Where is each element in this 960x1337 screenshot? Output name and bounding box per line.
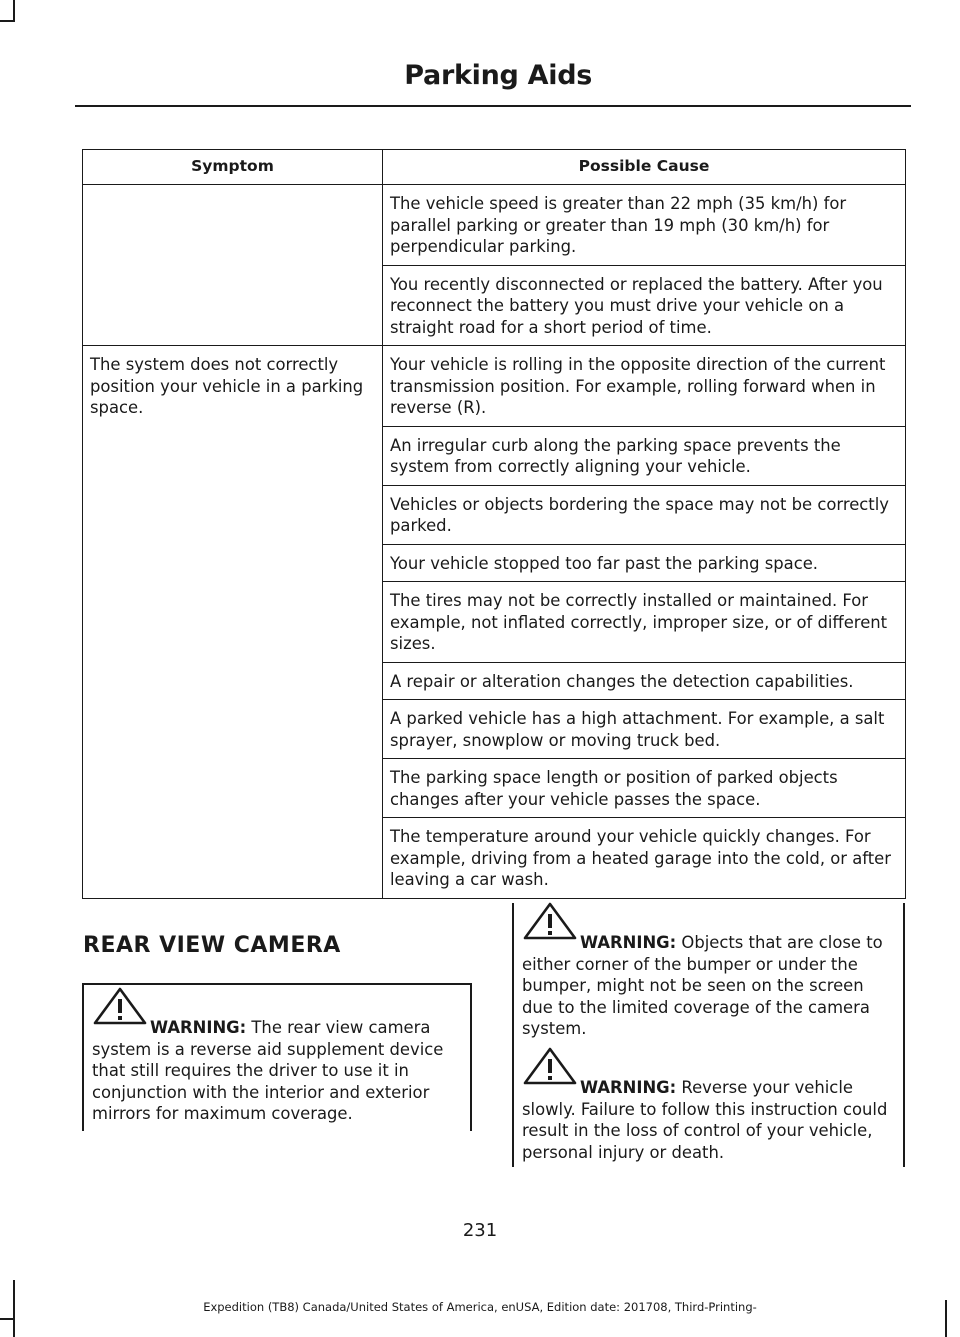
cause-cell: An irregular curb along the parking space prevents the system from correctly aligning your vehicle. [383, 426, 906, 485]
warning-label: WARNING: [580, 1077, 677, 1097]
page-number: 231 [462, 1220, 498, 1241]
symptom-cell [83, 185, 383, 346]
warning-triangle-icon [522, 1047, 578, 1085]
cause-cell: Vehicles or objects bordering the space may not be correctly parked. [383, 485, 906, 544]
warning-box [512, 903, 905, 1167]
warning-text: Reverse your vehicle slowly. Failure to follow this instruction could result in the loss of control of your vehicle, personal injury or death. [522, 1077, 888, 1162]
cause-cell: The vehicle speed is greater than 22 mph (35 km/h) for parallel parking or greater than 19 mph (30 km/h) for perpendicular parking. [383, 185, 906, 266]
warning-item [522, 932, 897, 1040]
cause-cell: The tires may not be correctly installed or maintained. For example, not inflated correctly, improper size, or of different sizes. [383, 582, 906, 663]
symptom-cause-table [82, 149, 906, 899]
table-row [83, 185, 906, 266]
warning-label: WARNING: [150, 1018, 247, 1037]
table-row [83, 346, 906, 427]
warning-box [82, 983, 472, 1131]
table-header-row [83, 150, 906, 185]
header-divider [75, 105, 911, 107]
column-header-cause: Possible Cause [383, 150, 906, 185]
cause-cell: Your vehicle is rolling in the opposite direction of the current transmission position. For example, rolling forward when in reverse (R). [383, 346, 906, 427]
section-heading: REAR VIEW CAMERA [83, 933, 341, 958]
warning-triangle-icon [92, 987, 148, 1025]
symptom-cell: The system does not correctly position your vehicle in a parking space. [83, 346, 383, 899]
warning-triangle-icon [522, 902, 578, 940]
cause-cell: The temperature around your vehicle quickly changes. For example, driving from a heated garage into the cold, or after leaving a car wash. [383, 818, 906, 899]
warning-label: WARNING: [580, 933, 677, 952]
cause-cell: The parking space length or position of parked objects changes after your vehicle passes the space. [383, 759, 906, 818]
warning-text: Objects that are close to either corner of the bumper or under the bumper, might not be seen on the screen due to the limited coverage of the camera system. [522, 933, 883, 1039]
cause-cell: A repair or alteration changes the detection capabilities. [383, 662, 906, 700]
cause-cell: Your vehicle stopped too far past the parking space. [383, 544, 906, 582]
page-title: Parking Aids [404, 60, 592, 91]
warning-item [522, 1077, 897, 1163]
crop-mark [0, 1318, 15, 1320]
cause-cell: You recently disconnected or replaced the battery. After you reconnect the battery you must drive your vehicle on a straight road for a short period of time. [383, 265, 906, 346]
page-footer: Expedition (TB8) Canada/United States of America, enUSA, Edition date: 201708, Third-Printing- [203, 1300, 757, 1314]
warning-item [92, 1017, 464, 1125]
crop-mark [13, 0, 15, 22]
cause-cell: A parked vehicle has a high attachment. For example, a salt sprayer, snowplow or moving truck bed. [383, 700, 906, 759]
warning-text: The rear view camera system is a reverse aid supplement device that still requires the driver to use it in conjunction with the interior and exterior mirrors for maximum coverage. [92, 1018, 444, 1124]
column-header-symptom: Symptom [83, 150, 383, 185]
crop-mark [0, 20, 15, 22]
